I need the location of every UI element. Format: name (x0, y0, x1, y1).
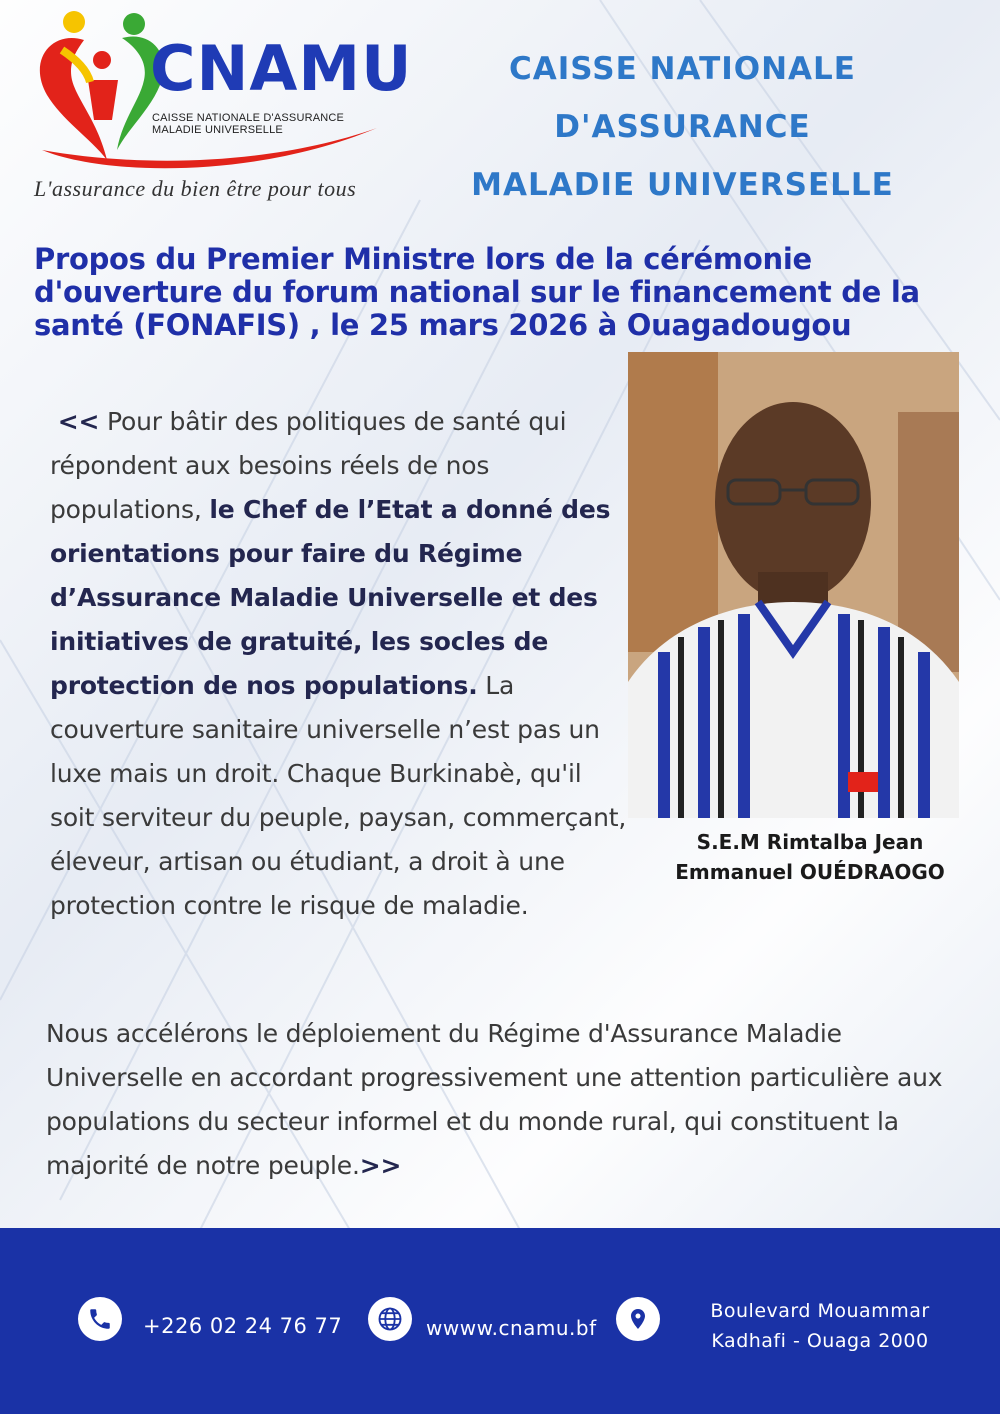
organization-title (400, 40, 965, 214)
tagline: L'assurance du bien être pour tous (34, 176, 357, 201)
globe-icon (368, 1297, 412, 1341)
quote-open-marks: << (57, 407, 100, 436)
quote-part2: La couverture sanitaire universelle n’est pas un luxe mais un droit. Chaque Burkinabè, qu'il soit serviteur du peuple, paysan, commerçant, éleveur, artisan ou étudiant, a droit à une protection contre le risque de maladie. (50, 671, 627, 920)
address-line1: Boulevard Mouammar (710, 1300, 930, 1322)
caption-line2: Emmanuel OUÉDRAOGO (675, 860, 945, 884)
footer-address (690, 1296, 950, 1356)
logo-subtitle: CAISSE NATIONALE D'ASSURANCE MALADIE UNIVERSELLE (152, 112, 345, 136)
quote-bold: le Chef de l’Etat a donné des orientations pour faire du Régime d’Assurance Maladie Universelle et des initiatives de gratuité, les socles de protection de nos populations. (50, 495, 611, 700)
org-title-line1: CAISSE NATIONALE D'ASSURANCE (509, 51, 856, 145)
footer-website[interactable]: wwww.cnamu.bf (426, 1316, 597, 1340)
portrait-photo (628, 352, 959, 818)
caption-line1: S.E.M Rimtalba Jean (696, 830, 924, 854)
quote-part3: Nous accélérons le déploiement du Régime d'Assurance Maladie Universelle en accordant progressivement une attention particulière aux populations du secteur informel et du monde rural, qui constituent la majorité de notre peuple. (46, 1019, 943, 1180)
footer-phone[interactable]: +226 02 24 76 77 (143, 1314, 343, 1338)
headline: Propos du Premier Ministre lors de la cérémonie d'ouverture du forum national sur le financement de la santé (FONAFIS) , le 25 mars 2026 à Ouagadougou (34, 242, 920, 342)
phone-icon (78, 1297, 122, 1341)
quote-block (50, 400, 630, 928)
address-line2: Kadhafi - Ouaga 2000 (711, 1330, 929, 1352)
quote-close-marks: >> (359, 1151, 402, 1180)
logo-wordmark: CNAMU (150, 32, 413, 105)
quote-part1: Pour bâtir des politiques de santé qui répondent aux besoins réels de nos populations, (50, 407, 567, 524)
org-title-line2: MALADIE UNIVERSELLE (471, 167, 894, 203)
quote-continuation (46, 1012, 966, 1188)
location-pin-icon (616, 1297, 660, 1341)
photo-caption (640, 827, 980, 887)
